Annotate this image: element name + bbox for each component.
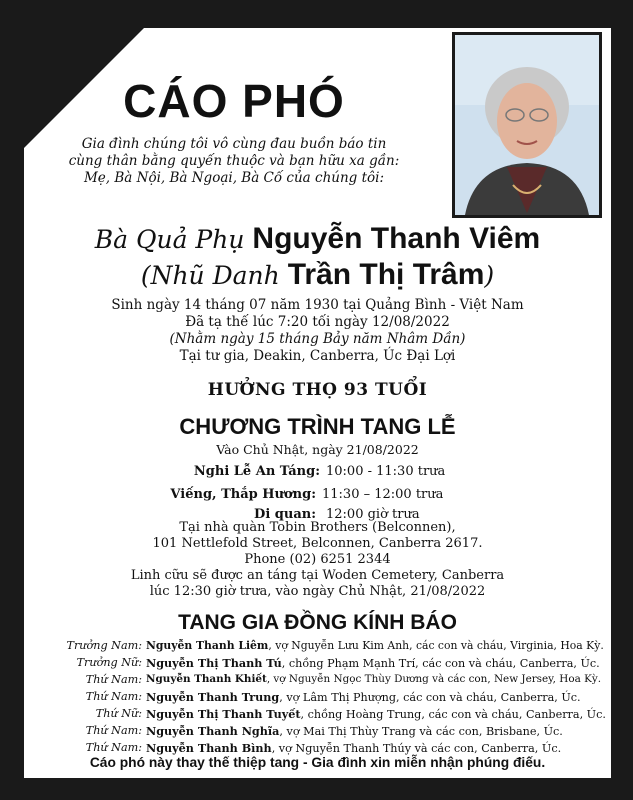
intro-line: cùng thân bằng quyến thuộc và bạn hữu xa gần: [68, 153, 400, 169]
program-date: Vào Chủ Nhật, ngày 21/08/2022 [216, 442, 419, 457]
family-member [146, 673, 601, 685]
deceased-name [24, 222, 611, 256]
death-line: Đã tạ thế lúc 7:20 tối ngày 12/08/2022 [185, 314, 450, 330]
member-name: Nguyễn Thanh Bình [146, 741, 272, 755]
schedule-label: Di quan: [254, 507, 316, 522]
family-member [146, 639, 604, 652]
page-title: CÁO PHÓ [123, 75, 345, 127]
member-details: , vợ Mai Thị Thùy Trang và các con, Brisbane, Úc. [279, 725, 563, 738]
detail-line: lúc 12:30 giờ trưa, vào ngày Chủ Nhật, 21/08/2022 [149, 584, 486, 599]
birth-line: Sinh ngày 14 tháng 07 năm 1930 tại Quảng Bình - Việt Nam [111, 297, 524, 313]
footer-note: Cáo phó này thay thế thiệp tang - Gia đình xin miễn nhận phúng điếu. [89, 755, 546, 770]
portrait-photo [452, 32, 602, 218]
family-relation: Thứ Nam: [85, 724, 142, 737]
schedule-time: 10:00 - 11:30 trưa [326, 464, 446, 479]
family-member [146, 724, 563, 738]
family-relation: Trưởng Nữ: [76, 656, 142, 669]
family-member [146, 690, 581, 704]
member-details: , vợ Nguyễn Ngọc Thùy Dương và các con, New Jersey, Hoa Kỳ. [266, 673, 602, 685]
family-relation: Thứ Nam: [85, 741, 142, 754]
maiden-prefix: (Nhũ Danh [140, 261, 280, 290]
intro-line: Mẹ, Bà Nội, Bà Ngoại, Bà Cố của chúng tôi: [83, 170, 385, 186]
member-name: Nguyễn Thanh Liêm [146, 639, 269, 652]
member-name: Nguyễn Thanh Khiết [146, 673, 267, 685]
detail-line: Phone (02) 6251 2344 [244, 552, 391, 567]
family-member [146, 741, 561, 755]
program-title: CHƯƠNG TRÌNH TANG LỄ [179, 414, 456, 439]
announcement-title: TANG GIA ĐỒNG KÍNH BÁO [178, 611, 457, 634]
lunar-date-line: (Nhằm ngày 15 tháng Bảy năm Nhâm Dần) [169, 331, 466, 347]
member-details: , vợ Nguyễn Thanh Thúy và các con, Canberra, Úc. [271, 742, 562, 755]
life-info [24, 297, 611, 365]
family-member [146, 707, 606, 721]
full-name: Nguyễn Thanh Viêm [252, 222, 541, 255]
family-member [146, 656, 600, 670]
place-line: Tại tư gia, Deakin, Canberra, Úc Đại Lợi [179, 348, 456, 364]
member-name: Nguyễn Thanh Nghĩa [146, 724, 280, 738]
intro-line: Gia đình chúng tôi vô cùng đau buồn báo tin [81, 136, 387, 152]
detail-line: Tại nhà quàn Tobin Brothers (Belconnen), [179, 520, 456, 535]
schedule-label: Viếng, Thắp Hương: [170, 487, 316, 502]
family-relation: Thứ Nữ: [95, 707, 142, 720]
detail-line: Linh cữu sẽ được an táng tại Woden Cemetery, Canberra [130, 568, 505, 583]
schedule-time: 11:30 – 12:00 trưa [322, 487, 444, 502]
family-relation: Thứ Nam: [85, 673, 142, 686]
schedule-time: 12:00 giờ trưa [326, 507, 420, 522]
member-details: , chồng Phạm Mạnh Trí, các con và cháu, Canberra, Úc. [281, 657, 600, 670]
member-details: , vợ Nguyễn Lưu Kim Anh, các con và cháu, Virginia, Hoa Kỳ. [268, 639, 604, 652]
member-name: Nguyễn Thị Thanh Tuyết [146, 707, 301, 721]
age-line: HƯỞNG THỌ 93 TUỔI [207, 380, 428, 400]
intro-text [24, 136, 444, 187]
member-name: Nguyễn Thị Thanh Tú [146, 656, 282, 670]
member-details: , chồng Hoàng Trung, các con và cháu, Canberra, Úc. [300, 708, 606, 721]
schedule-label: Nghi Lễ An Táng: [193, 464, 320, 479]
family-relation: Trưởng Nam: [66, 639, 142, 652]
maiden-full-name: Trần Thị Trâm [287, 258, 485, 291]
member-name: Nguyễn Thanh Trung [146, 690, 280, 704]
detail-line: 101 Nettlefold Street, Belconnen, Canberra 2617. [152, 536, 483, 551]
honorific: Bà Quả Phụ [94, 225, 245, 254]
member-details: , vợ Lâm Thị Phượng, các con và cháu, Canberra, Úc. [279, 691, 581, 704]
maiden-suffix: ) [484, 261, 495, 290]
maiden-name [24, 258, 611, 292]
funeral-details [24, 520, 611, 600]
family-relation: Thứ Nam: [85, 690, 142, 703]
